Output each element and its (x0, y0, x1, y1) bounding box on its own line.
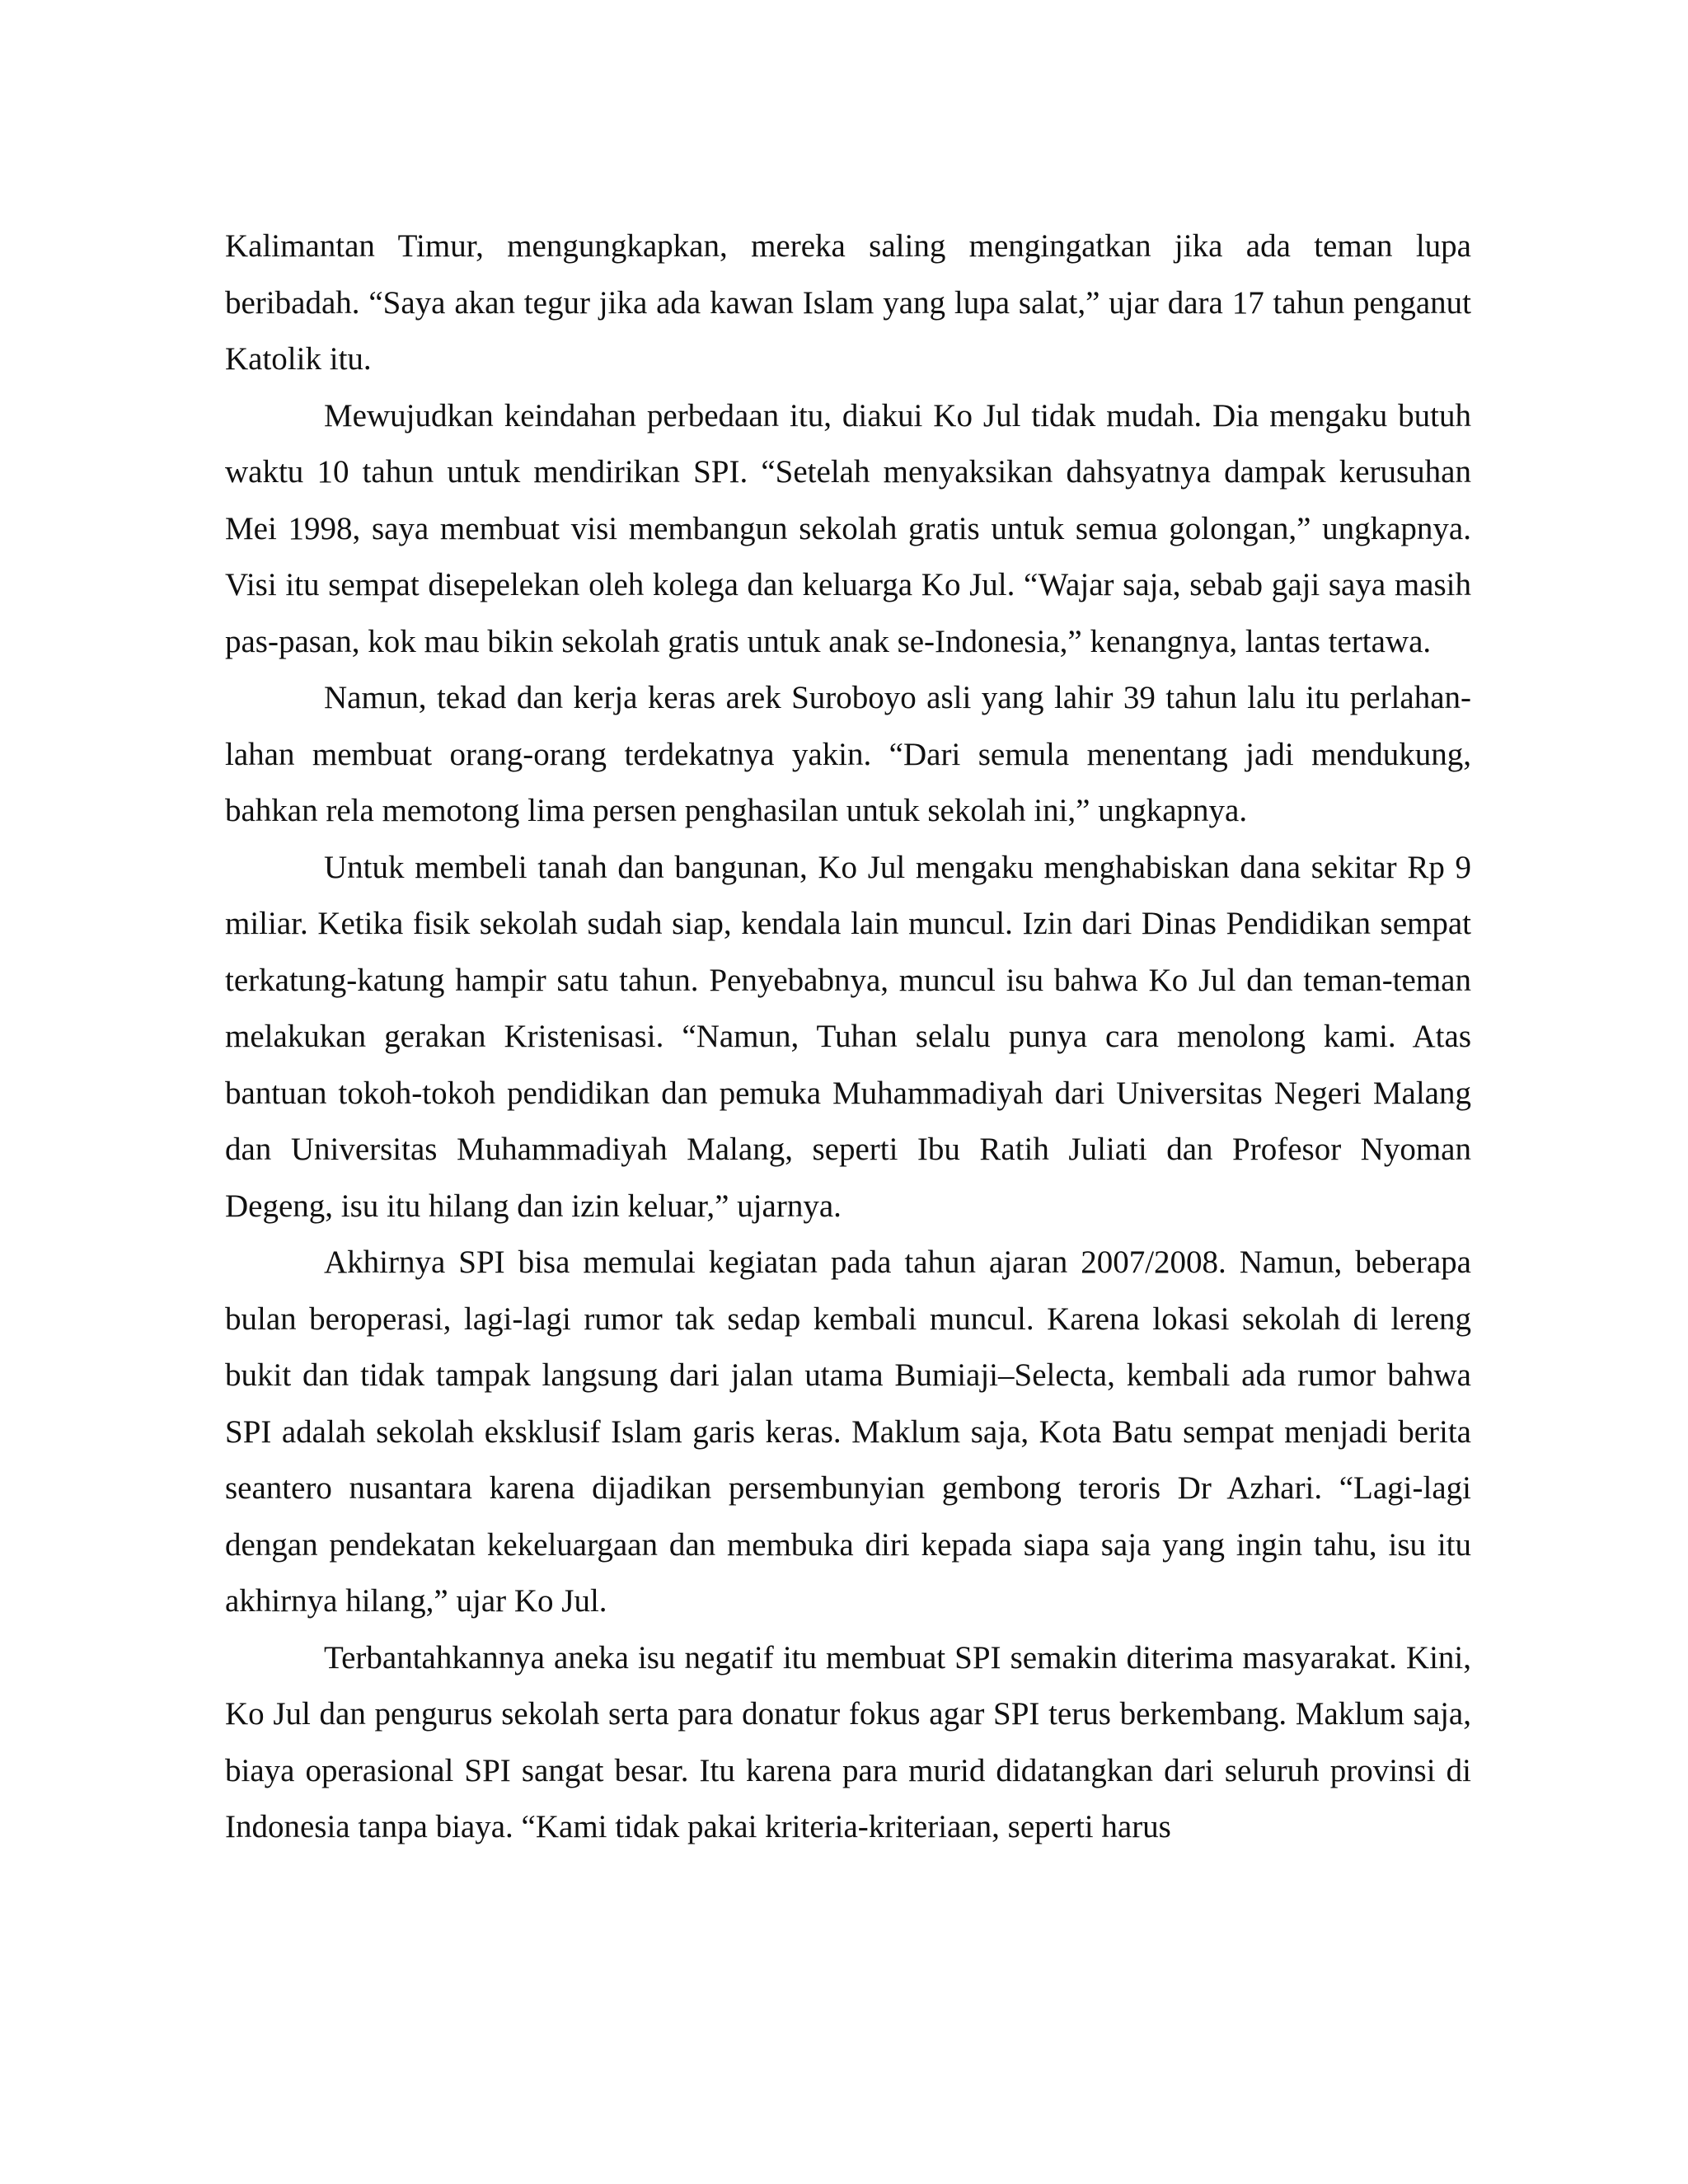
paragraph: Namun, tekad dan kerja keras arek Suroboyo asli yang lahir 39 tahun lalu itu perlahan-lahan membuat orang-orang terdekatnya yakin. “Dari semula menentang jadi mendukung, bahkan rela memotong lima persen penghasilan untuk sekolah ini,” ungkapnya. (225, 680, 1471, 828)
paragraph-continuation: Kalimantan Timur, mengungkapkan, mereka saling mengingatkan jika ada teman lupa beribadah. “Saya akan tegur jika ada kawan Islam yang lupa salat,” ujar dara 17 tahun penganut Katolik itu. (225, 228, 1471, 377)
paragraph: Untuk membeli tanah dan bangunan, Ko Jul mengaku menghabiskan dana sekitar Rp 9 miliar. Ketika fisik sekolah sudah siap, kendala lain muncul. Izin dari Dinas Pendidikan sempat terkatung-katung hampir satu tahun. Penyebabnya, muncul isu bahwa Ko Jul dan teman-teman melakukan gerakan Kristenisasi. “Namun, Tuhan selalu punya cara menolong kami. Atas bantuan tokoh-tokoh pendidikan dan pemuka Muhammadiyah dari Universitas Negeri Malang dan Universitas Muhammadiyah Malang, seperti Ibu Ratih Juliati dan Profesor Nyoman Degeng, isu itu hilang dan izin keluar,” ujarnya. (225, 849, 1471, 1224)
paragraph: Mewujudkan keindahan perbedaan itu, diakui Ko Jul tidak mudah. Dia mengaku butuh waktu 10 tahun untuk mendirikan SPI. “Setelah menyaksikan dahsyatnya dampak kerusuhan Mei 1998, saya membuat visi membangun sekolah gratis untuk semua golongan,” ungkapnya. Visi itu sempat disepelekan oleh kolega dan keluarga Ko Jul. “Wajar saja, sebab gaji saya masih pas-pasan, kok mau bikin sekolah gratis untuk anak se-Indonesia,” kenangnya, lantas tertawa. (225, 397, 1471, 659)
paragraph: Akhirnya SPI bisa memulai kegiatan pada tahun ajaran 2007/2008. Namun, beberapa bulan beroperasi, lagi-lagi rumor tak sedap kembali muncul. Karena lokasi sekolah di lereng bukit dan tidak tampak langsung dari jalan utama Bumiaji–Selecta, kembali ada rumor bahwa SPI adalah sekolah eksklusif Islam garis keras. Maklum saja, Kota Batu sempat menjadi berita seantero nusantara karena dijadikan persembunyian gembong teroris Dr Azhari. “Lagi-lagi dengan pendekatan kekeluargaan dan membuka diri kepada siapa saja yang ingin tahu, isu itu akhirnya hilang,” ujar Ko Jul. (225, 1244, 1471, 1619)
paragraph: Terbantahkannya aneka isu negatif itu membuat SPI semakin diterima masyarakat. Kini, Ko Jul dan pengurus sekolah serta para donatur fokus agar SPI terus berkembang. Maklum saja, biaya operasional SPI sangat besar. Itu karena para murid didatangkan dari seluruh provinsi di Indonesia tanpa biaya. “Kami tidak pakai kriteria-kriteriaan, seperti harus (225, 1639, 1471, 1844)
body-text (225, 218, 1471, 1856)
